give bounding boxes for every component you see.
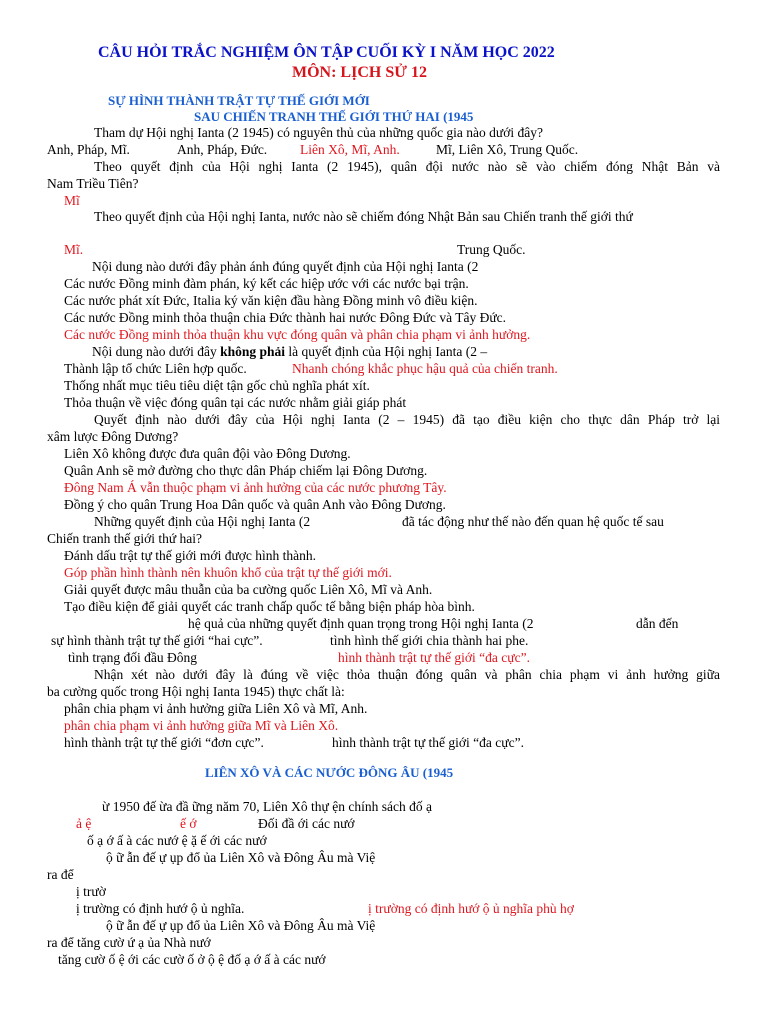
question-7-option-b: Góp phần hình thành nên khuôn khổ của trật tự thế giới mới. xyxy=(64,565,392,580)
question-2-answer: Mĩ xyxy=(64,193,80,208)
question-3-stem: Theo quyết định của Hội nghị Ianta, nước nào sẽ chiếm đóng Nhật Bản sau Chiến tranh thế giới thứ xyxy=(94,209,633,224)
question-6-option-c: Đông Nam Á vẫn thuộc phạm vi ảnh hưởng của các nước phương Tây. xyxy=(64,480,447,495)
question-1-option-b: Anh, Pháp, Đức. xyxy=(177,142,268,157)
question-9-option-c: hình thành trật tự thế giới “đơn cực”. xyxy=(64,735,264,750)
question-4-option-a: Các nước Đồng minh đàm phán, ký kết các hiệp ước với các nước bại trận. xyxy=(64,276,469,291)
question-7-stem-line2: Chiến tranh thế giới thứ hai? xyxy=(47,531,203,546)
question-3-answer: Mĩ. xyxy=(64,242,84,257)
question-7-option-d: Tạo điều kiện để giải quyết các tranh chấp quốc tế bằng biện pháp hòa bình. xyxy=(64,599,475,614)
question-1-option-d: Mĩ, Liên Xô, Trung Quốc. xyxy=(436,142,579,157)
question-9-option-a: phân chia phạm vi ảnh hưởng giữa Liên Xô và Mĩ, Anh. xyxy=(64,701,368,716)
subject-title: MÔN: LỊCH SỬ 12 xyxy=(292,64,427,81)
garbled-line-5: ra để xyxy=(47,867,74,882)
question-6-stem-line1: Quyết định nào dưới đây của Hội nghị Ianta (2 – 1945) đã tạo điều kiện cho thực dân Pháp trở lại xyxy=(94,412,720,427)
question-4-stem: Nội dung nào dưới đây phản ánh đúng quyết định của Hội nghị Ianta (2 xyxy=(92,259,479,274)
question-4-option-b: Các nước phát xít Đức, Italia ký văn kiện đầu hàng Đồng minh vô điều kiện. xyxy=(64,293,478,308)
garbled-line-3: ố ạ ớ ấ à các nướ ệ ặ ế ới các nướ xyxy=(87,833,267,848)
garbled-line-4: ộ ữ ẫn đế ự ụp đổ ủa Liên Xô và Đông Âu mà Việ xyxy=(106,850,376,865)
question-9-option-b: phân chia phạm vi ảnh hưởng giữa Mĩ và Liên Xô. xyxy=(64,718,339,733)
garbled-line-9: ộ ữ ẫn đế ự ụp đổ ủa Liên Xô và Đông Âu mà Việ xyxy=(106,918,376,933)
question-5-option-a: Thành lập tổ chức Liên hợp quốc. xyxy=(64,361,247,376)
question-5-stem-pre: Nội dung nào dưới đây xyxy=(92,344,221,359)
question-8-stem-b: dẫn đến xyxy=(636,616,679,631)
garbled-line-10: ra để tăng cườ ứ ạ ủa Nhà nướ xyxy=(47,935,211,950)
question-7-stem-line1-b: đã tác động như thế nào đến quan hệ quốc tế sau xyxy=(402,514,664,529)
question-6-option-a: Liên Xô không được đưa quân đội vào Đông Dương. xyxy=(64,446,351,461)
question-8-option-d: hình thành trật tự thế giới “đa cực”. xyxy=(338,650,530,665)
question-7-option-a: Đánh dấu trật tự thế giới mới được hình thành. xyxy=(64,548,317,563)
question-8-stem-a: hệ quả của những quyết định quan trọng trong Hội nghị Ianta (2 xyxy=(188,616,534,631)
garbled-line-2: Đối đầ ới các nướ xyxy=(258,816,355,831)
question-2-stem-line2: Nam Triều Tiên? xyxy=(47,176,139,191)
question-5-option-d: Thỏa thuận về việc đóng quân tại các nước nhằm giải giáp phát xyxy=(64,395,407,410)
question-6-option-b: Quân Anh sẽ mở đường cho thực dân Pháp chiếm lại Đông Dương. xyxy=(64,463,428,478)
document-title: CÂU HỎI TRẮC NGHIỆM ÔN TẬP CUỐI KỲ I NĂM HỌC 2022 xyxy=(98,44,555,61)
question-6-stem-line2: xâm lược Đông Dương? xyxy=(47,429,179,444)
question-4-option-d: Các nước Đồng minh thỏa thuận khu vực đóng quân và phân chia phạm vi ảnh hưởng. xyxy=(64,327,531,342)
question-9-stem-line2: ba cường quốc trong Hội nghị Ianta 1945) thực chất là: xyxy=(47,684,345,699)
question-1-option-a: Anh, Pháp, Mĩ. xyxy=(47,142,130,157)
question-3-other-option: Trung Quốc. xyxy=(457,242,526,257)
question-2-stem-line1: Theo quyết định của Hội nghị Ianta (2 1945), quân đội nước nào sẽ vào chiếm đóng Nhật Bản và xyxy=(94,159,720,174)
question-5-stem-bold: không phải xyxy=(220,344,285,359)
question-5-stem xyxy=(92,343,487,360)
question-8-option-c: tình trạng đối đầu Đông xyxy=(68,650,197,665)
garbled-line-7: ị trường có định hướ ộ ủ nghĩa. xyxy=(76,901,245,916)
garbled-red-fragment-2: ế ớ xyxy=(180,816,197,831)
garbled-line-11: tăng cườ ố ệ ới các cườ ố ở ộ ệ đố ạ ớ ấ à các nướ xyxy=(58,952,326,967)
section1-heading-line2: SAU CHIẾN TRANH THẾ GIỚI THỨ HAI (1945 xyxy=(194,109,474,124)
question-1-stem: Tham dự Hội nghị Ianta (2 1945) có nguyên thủ của những quốc gia nào dưới đây? xyxy=(94,125,543,140)
question-4-option-c: Các nước Đồng minh thỏa thuận chia Đức thành hai nước Đông Đức và Tây Đức. xyxy=(64,310,506,325)
question-6-option-d: Đồng ý cho quân Trung Hoa Dân quốc và quân Anh vào Đông Dương. xyxy=(64,497,446,512)
question-9-option-d: hình thành trật tự thế giới “đa cực”. xyxy=(332,735,524,750)
question-5-option-b: Nhanh chóng khắc phục hậu quả của chiến tranh. xyxy=(292,361,558,376)
question-8-option-b: tình hình thế giới chia thành hai phe. xyxy=(330,633,529,648)
garbled-line-6: ị trườ xyxy=(76,884,106,899)
question-9-stem-line1: Nhận xét nào dưới đây là đúng về việc thỏa thuận đóng quân và phân chia phạm vi ảnh hưởng giữa xyxy=(94,667,720,682)
garbled-line-1: ừ 1950 đế ừa đầ ững năm 70, Liên Xô thự ện chính sách đố ạ xyxy=(102,799,432,814)
section2-heading: LIÊN XÔ VÀ CÁC NƯỚC ĐÔNG ÂU (1945 xyxy=(205,765,454,780)
question-7-option-c: Giải quyết được mâu thuẫn của ba cường quốc Liên Xô, Mĩ và Anh. xyxy=(64,582,433,597)
garbled-line-8: ị trường có định hướ ộ ủ nghĩa phù hợ xyxy=(368,901,574,916)
question-5-option-c: Thống nhất mục tiêu tiêu diệt tận gốc chủ nghĩa phát xít. xyxy=(64,378,370,393)
question-1-option-c: Liên Xô, Mĩ, Anh. xyxy=(300,142,400,157)
question-7-stem-line1-a: Những quyết định của Hội nghị Ianta (2 xyxy=(94,514,311,529)
question-5-stem-post: là quyết định của Hội nghị Ianta (2 – xyxy=(285,344,488,359)
question-8-option-a: sự hình thành trật tự thế giới “hai cực”. xyxy=(51,633,263,648)
section1-heading-line1: SỰ HÌNH THÀNH TRẬT TỰ THẾ GIỚI MỚI xyxy=(108,93,370,108)
garbled-red-fragment-1: ả ệ xyxy=(76,816,92,831)
